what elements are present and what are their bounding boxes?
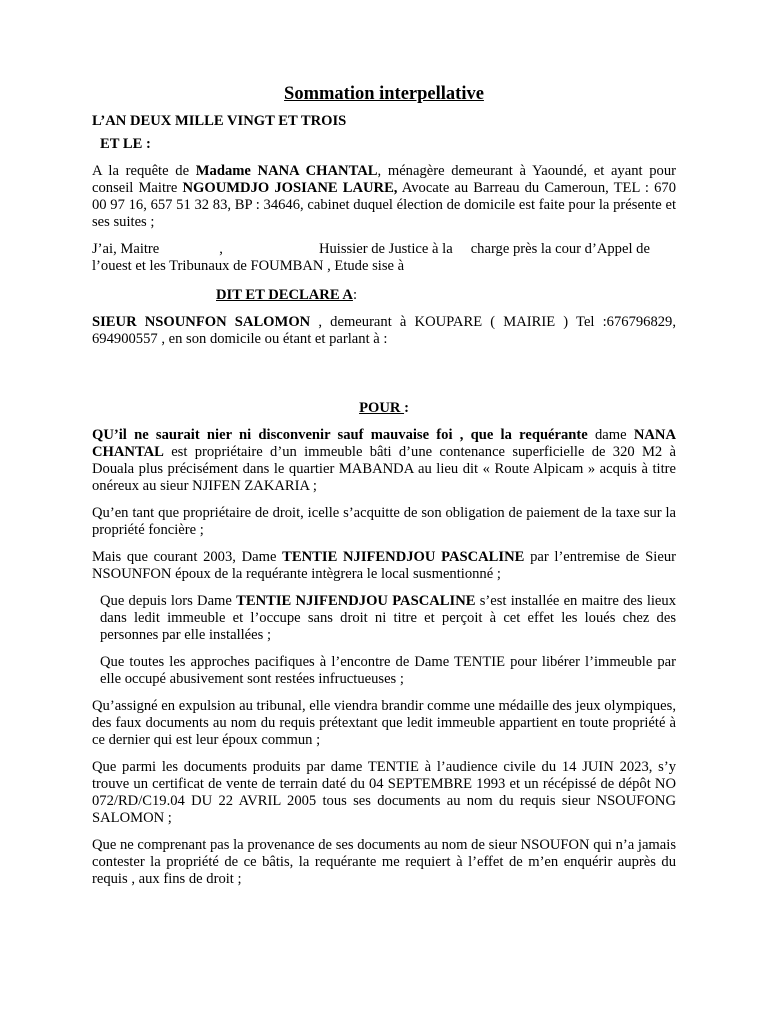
paragraph-huissier xyxy=(92,241,676,275)
bold-segment: QU’il ne saurait nier ni disconvenir sauf mauvaise foi , que la requérante xyxy=(92,427,588,443)
pour-heading xyxy=(92,400,676,417)
text-segment: , ménagère demeurant à Yaoundé, et ayant pour conseil Maitre xyxy=(92,163,676,196)
paragraph-expulsion: Qu’assigné en expulsion au tribunal, elle viendra brandir comme une médaille des jeux olympiques, des faux documents au nom du requis prétextant que ledit immeuble appartient en toute propriété à ce dernier qui est leur époux commun ; xyxy=(92,698,676,748)
text-segment: est propriétaire d’un immeuble bâti d’une contenance superficielle de 320 M2 à Douala plus précisément dans le quartier MABANDA au lieu dit « Route Alpicam » acquis à titre onéreux au sieur NJIFEN ZAKARIA ; xyxy=(92,444,676,494)
text-segment: Huissier de Justice à la xyxy=(318,241,453,257)
et-le-line: ET LE : xyxy=(100,136,151,152)
text-segment: J’ai, Maitre xyxy=(92,241,160,257)
bold-segment: TENTIE NJIFENDJOU PASCALINE xyxy=(282,549,525,565)
bold-segment: NANA CHANTAL xyxy=(92,427,676,460)
paragraph-requete xyxy=(92,163,676,231)
text-segment: s’est installée en maitre des lieux dans ledit immeuble et l’occupe sans droit ni titre et perçoit à cet effet les loués chez des personnes par elle installées ; xyxy=(100,593,676,643)
heading-colon: : xyxy=(404,400,409,416)
paragraph-installee xyxy=(92,593,676,644)
document-title: Sommation interpellative xyxy=(284,84,484,104)
paragraph-requis xyxy=(92,314,676,348)
dit-et-declare-heading xyxy=(216,287,676,304)
heading-colon: : xyxy=(352,287,357,303)
paragraph-2003 xyxy=(92,549,676,583)
paragraph-approches: Que toutes les approches pacifiques à l’encontre de Dame TENTIE pour libérer l’immeuble par elle occupé abusivement sont restées infructueuses ; xyxy=(100,654,676,687)
heading-label: POUR xyxy=(359,400,405,416)
paragraph-taxe: Qu’en tant que propriétaire de droit, icelle s’acquitte de son obligation de paiement de la taxe sur la propriété foncière ; xyxy=(92,505,676,538)
bold-segment: Madame NANA CHANTAL xyxy=(195,163,378,179)
text-segment: Mais que courant 2003, Dame xyxy=(92,549,283,565)
text-segment: Que depuis lors Dame xyxy=(100,593,237,609)
text-segment: Avocate au Barreau du Cameroun, TEL : 670 00 97 16, 657 51 32 83, BP : 34646, cabinet duquel élection de domicile est faite pour la présente et ses suites ; xyxy=(92,180,676,230)
bold-segment: NGOUMDJO JOSIANE LAURE, xyxy=(182,180,398,196)
paragraph-documents: Que parmi les documents produits par dame TENTIE à l’audience civile du 14 JUIN 2023, s’y trouve un certificat de vente de terrain daté du 04 SEPTEMBRE 1993 et un récépissé de dépôt NO 072/RD/C19.04 DU 22 AVRIL 2005 tous ses documents au nom du requis sieur NSOUFONG SALOMON ; xyxy=(92,759,676,826)
heading-label: DIT ET DECLARE A xyxy=(216,287,353,303)
text-segment: charge près la cour d’Appel de l’ouest et les Tribunaux de FOUMBAN , Etude sise à xyxy=(92,241,650,274)
text-segment: , demeurant à KOUPARE ( MAIRIE ) Tel :676796829, 694900557 , en son domicile ou étant et parlant à : xyxy=(92,314,677,347)
year-line: L’AN DEUX MILLE VINGT ET TROIS xyxy=(92,113,347,129)
text-segment: , xyxy=(219,241,223,257)
paragraph-propriete xyxy=(92,427,676,495)
text-segment: par l’entremise de Sieur NSOUNFON époux de la requérante intègrera le local susmentionné ; xyxy=(92,549,676,582)
text-segment: dame xyxy=(587,427,634,443)
bold-segment: SIEUR NSOUNFON SALOMON xyxy=(92,314,311,330)
bold-segment: TENTIE NJIFENDJOU PASCALINE xyxy=(236,593,476,609)
text-segment: A la requête de xyxy=(92,163,196,179)
paragraph-requete-finale: Que ne comprenant pas la provenance de ses documents au nom de sieur NSOUFON qui n’a jamais contester la propriété de ce bâtis, la requérante me requiert à l’effet de m’en enquérir auprès du requis , aux fins de droit ; xyxy=(92,837,676,887)
